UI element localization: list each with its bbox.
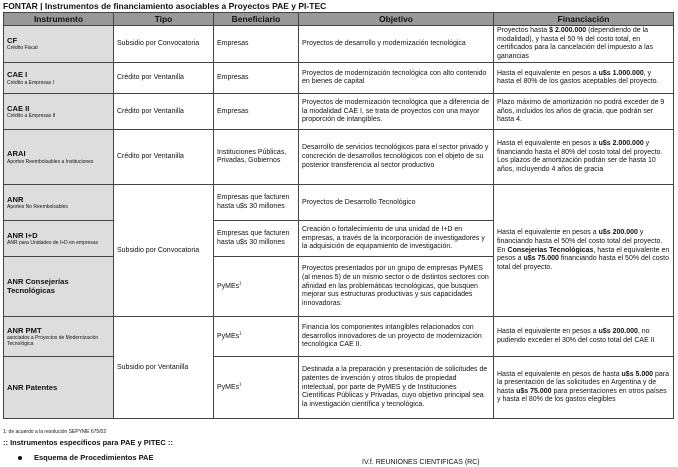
header-beneficiario: Beneficiario [214, 13, 299, 26]
beneficiario-cell [214, 257, 299, 317]
financiacion-cell: Hasta el equivalente en pesos a u$s 200.000, no pudiendo exceder el 30% del costo total del CAE II [494, 317, 674, 357]
instrument-name: ANR Consejerías Tecnológicas [7, 277, 69, 295]
tipo-cell: Crédito por Ventanilla [114, 94, 214, 130]
emphasized-amount: u$s 1.000.000 [598, 69, 644, 77]
header-objetivo: Objetivo [299, 13, 494, 26]
footnote-marker: 1 [239, 330, 242, 336]
table-row [4, 317, 674, 357]
instrument-subtitle: Crédito a Empresas II [7, 113, 56, 120]
header-instrumento: Instrumento [4, 13, 114, 26]
tipo-cell: Crédito por Ventanilla [114, 130, 214, 185]
instrument-cell [4, 357, 114, 419]
tipo-cell: Crédito por Ventanilla [114, 63, 214, 94]
instrument-name: ANR Patentes [7, 382, 58, 392]
tipo-cell: Subsidio por Ventanilla [114, 317, 214, 419]
objetivo-cell: Proyectos de modernización tecnológica con alto contenido en bienes de capital [299, 63, 494, 94]
beneficiario-cell: Empresas que facturen hasta u$s 30 millones [214, 221, 299, 257]
instrument-cell [4, 26, 114, 63]
beneficiario-text: PyMEs [217, 332, 240, 340]
instrument-subtitle: ANR para Unidades de I+D en empresas [7, 240, 99, 247]
instrument-name: ARAI [7, 149, 26, 159]
footnote-marker: 1 [239, 280, 242, 286]
table-header-row [4, 13, 674, 26]
beneficiario-cell [214, 317, 299, 357]
instrument-name: ANR I+D [7, 230, 38, 240]
emphasized-amount: $ 2.000.000 [549, 27, 587, 34]
table-row [4, 26, 674, 63]
emphasized-amount: Consejerías Tecnológicas [507, 246, 594, 254]
objetivo-cell: Desarrollo de servicios tecnológicos para el sector privado y concreción de desarrollos tecnológicos con el objeto de su posterior transferencia al sector productivo [299, 130, 494, 185]
beneficiario-cell: Empresas [214, 63, 299, 94]
emphasized-amount: u$s 75.000 [523, 255, 559, 263]
beneficiario-cell: Empresas que facturen hasta u$s 30 millones [214, 185, 299, 221]
emphasized-amount: u$s 5.000 [621, 370, 654, 378]
financiacion-cell: Hasta el equivalente en pesos a u$s 2.000.000 y financiando hasta el 80% del costo total del proyecto. Los plazos de amortización podrán ser de hasta 10 años, incluyendo 4 años de gracia [494, 130, 674, 185]
objetivo-cell: Proyectos de desarrollo y modernización tecnológica [299, 26, 494, 63]
table-row [4, 130, 674, 185]
beneficiario-text: PyMEs [217, 282, 240, 290]
emphasized-amount: u$s 75.000 [516, 387, 552, 395]
table-row [4, 94, 674, 130]
financiacion-cell: Plazo máximo de amortización no podrá exceder de 9 años, incluidos los años de gracia, que podrán ser hasta 4. [494, 94, 674, 130]
emphasized-amount: u$s 200.000 [598, 328, 638, 336]
beneficiario-cell [214, 357, 299, 419]
instrument-subtitle: Aportes Reembolsables a Instituciones [7, 158, 94, 165]
table-row [4, 357, 674, 419]
beneficiario-cell: Empresas [214, 94, 299, 130]
bullet-dot-icon [18, 456, 22, 460]
footnote: 1: de acuerdo a la resolución SEPYME 675/02 [3, 429, 107, 435]
instrument-name: ANR PMT [7, 325, 42, 335]
instrument-cell [4, 317, 114, 357]
financiacion-cell: Hasta el equivalente en pesos a u$s 1.000.000, y hasta el 80% de los gastos aceptables del proyecto. [494, 63, 674, 94]
objetivo-cell: Creación o fortalecimiento de una unidad de I+D en empresas, a través de la incorporación de investigadores y la adquisición de equipamiento de investigación. [299, 221, 494, 257]
tipo-cell: Subsidio por Convocatoria [114, 26, 214, 63]
emphasized-amount: u$s 200.000 [598, 229, 638, 237]
instrument-cell [4, 221, 114, 257]
instrument-cell [4, 94, 114, 130]
instrument-name: CF [7, 35, 18, 45]
instrument-cell [4, 257, 114, 317]
footnote-marker: 1 [239, 381, 242, 387]
instrument-cell [4, 130, 114, 185]
financiacion-cell: Hasta el equivalente en pesos de hasta u$s 5.000 para la presentación de las solicitudes en Argentina y de hasta u$s 75.000 para presentaciones en otros países y hasta el 80% de los gastos elegibles [494, 357, 674, 419]
objetivo-cell: Destinada a la preparación y presentación de solicitudes de patentes de invención y otros títulos de propiedad intelectual, por parte de PyMES y de Instituciones Científicas Públicas y Privadas, cuyo objetivo principal sea la investigación científica y tecnológica. [299, 357, 494, 419]
objetivo-cell: Proyectos de Desarrollo Tecnológico [299, 185, 494, 221]
instrument-cell [4, 63, 114, 94]
instrument-subtitle: Crédito a Empresas I [7, 79, 54, 86]
instrument-name: ANR [7, 194, 24, 204]
bullet-label: Esquema de Procedimientos PAE [34, 453, 154, 462]
table-row [4, 63, 674, 94]
page-title: FONTAR | Instrumentos de financiamiento asociables a Proyectos PAE y PI-TEC [3, 1, 327, 11]
emphasized-amount: u$s 2.000.000 [598, 140, 644, 148]
header-tipo: Tipo [114, 13, 214, 26]
financiacion-cell: Hasta el equivalente en pesos a u$s 200.000 y financiando hasta el 50% del costo total del proyecto. En Consejerías Tecnológicas, hasta el equivalente en pesos a u$s 75.000 financiando hasta el 50% del costo total del proyecto. [494, 185, 674, 317]
tipo-cell: Subsidio por Convocatoria [114, 185, 214, 317]
objetivo-cell: Proyectos presentados por un grupo de empresas PyMES (al menos 5) de un mismo sector o de distintos sectores con afinidad en las problemáticas tecnológicas, que busquen mejorar sus estructuras productivas y sus capacidades innovadoras. [299, 257, 494, 317]
table-row [4, 185, 674, 221]
instrument-subtitle: Crédito Fiscal [7, 45, 38, 52]
instrument-cell [4, 185, 114, 221]
section-heading: IV.f. REUNIONES CIENTIFICAS (RC) [362, 459, 480, 466]
bullet-item [18, 453, 153, 462]
instruments-table [3, 12, 674, 419]
financiacion-cell: Proyectos hasta $ 2.000.000 (dependiendo de la modalidad), y hasta el 50 % del costo total, en certificados para la cancelación del impuesto a las ganancias [494, 26, 674, 63]
instrument-name: CAE II [7, 103, 30, 113]
objetivo-cell: Proyectos de modernización tecnológica que a diferencia de la modalidad CAE I, se trata de proyectos con una mayor proporción de intangibles. [299, 94, 494, 130]
beneficiario-cell: Instituciones Públicas, Privadas, Gobiernos [214, 130, 299, 185]
header-financiacion: Financiación [494, 13, 674, 26]
beneficiario-cell: Empresas [214, 26, 299, 63]
beneficiario-text: PyMEs [217, 383, 240, 391]
instrument-name: CAE I [7, 70, 28, 80]
objetivo-cell: Financia los componentes intangibles relacionados con desarrollos innovadores de un proyecto de modernización tecnológica CAE II. [299, 317, 494, 357]
section-title: :: Instrumentos específicos para PAE y PITEC :: [3, 438, 173, 447]
instrument-subtitle: asociados a Proyectos de Modernización Tecnológica [7, 335, 99, 348]
instrument-subtitle: Aportes No Reembolsables [7, 204, 68, 211]
